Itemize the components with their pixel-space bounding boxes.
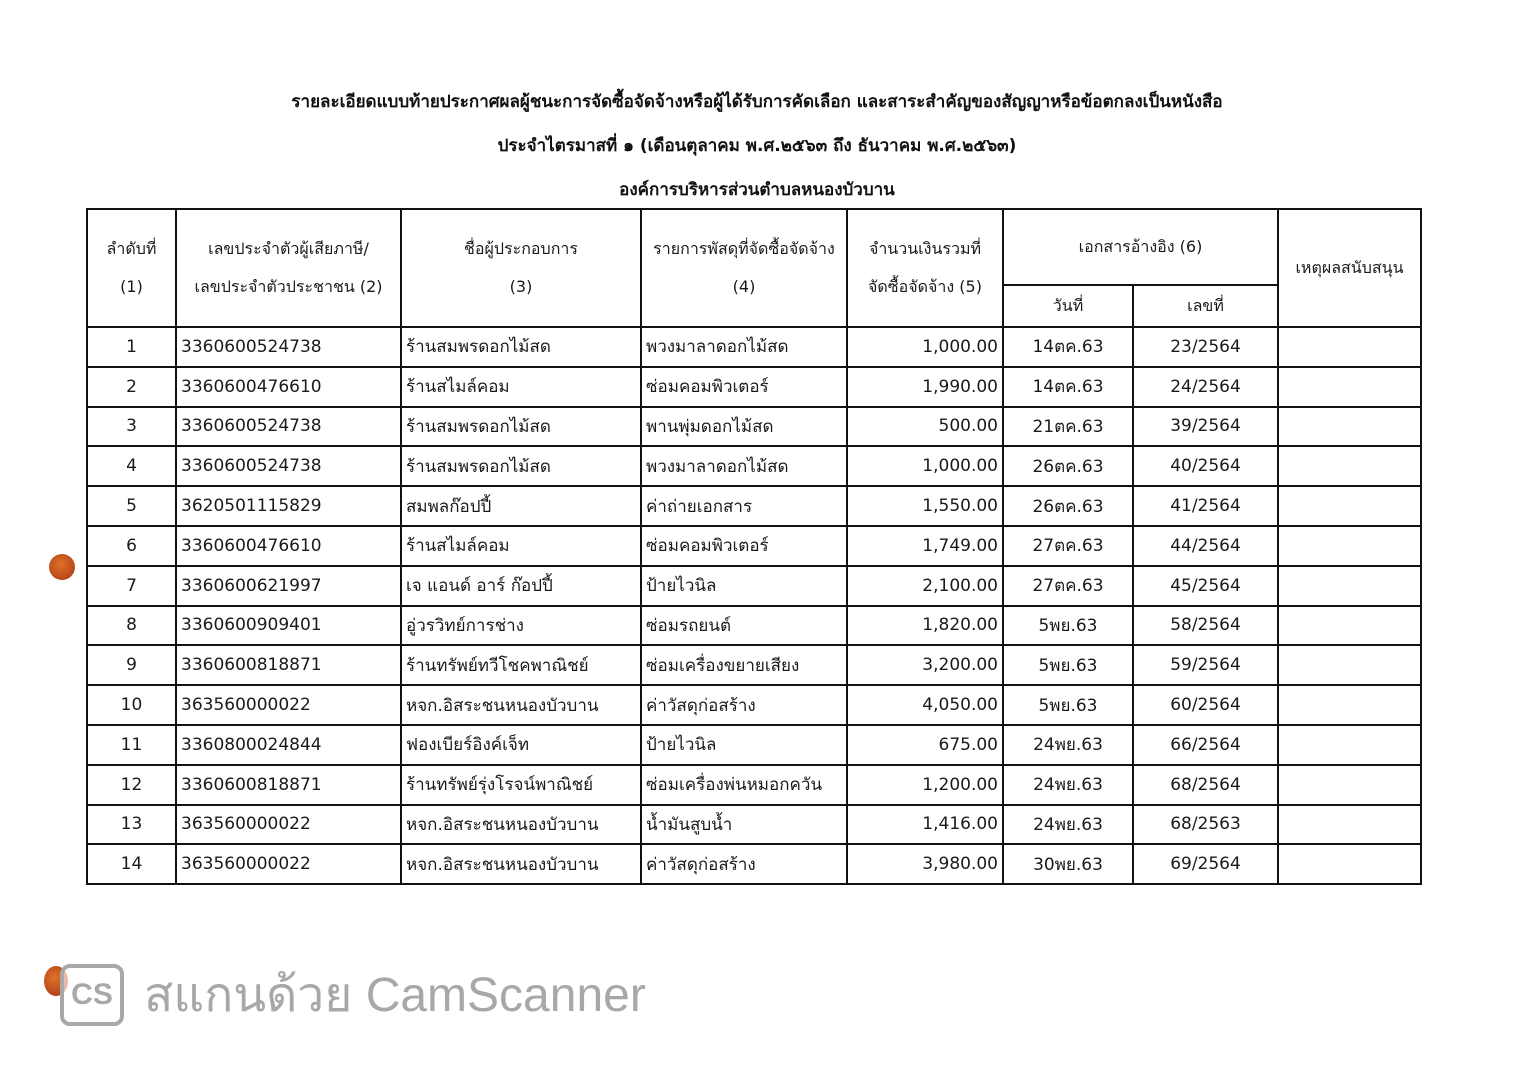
cell-amount: 1,550.00 xyxy=(847,486,1003,526)
cell-item: ค่าถ่ายเอกสาร xyxy=(641,486,847,526)
cell-vendor: ร้านทรัพย์ทวีโชคพาณิชย์ xyxy=(401,645,641,685)
cell-item: ซ่อมคอมพิวเตอร์ xyxy=(641,367,847,407)
cell-item: พวงมาลาดอกไม้สด xyxy=(641,446,847,486)
cell-vendor: หจก.อิสระชนหนองบัวบาน xyxy=(401,685,641,725)
cell-vendor: ร้านสมพรดอกไม้สด xyxy=(401,446,641,486)
cell-number: 39/2564 xyxy=(1133,407,1278,447)
cell-reason xyxy=(1278,844,1421,884)
cell-amount: 1,200.00 xyxy=(847,765,1003,805)
cell-taxid: 3360600524738 xyxy=(176,407,401,447)
cell-number: 59/2564 xyxy=(1133,645,1278,685)
cell-vendor: สมพลก๊อปปี้ xyxy=(401,486,641,526)
cell-taxid: 3620501115829 xyxy=(176,486,401,526)
cell-item: ป้ายไวนิล xyxy=(641,566,847,606)
col-header-refdoc: เอกสารอ้างอิง (6) xyxy=(1003,209,1278,285)
camscanner-logo-icon: CS xyxy=(60,964,124,1026)
cell-taxid: 3360600818871 xyxy=(176,645,401,685)
cell-seq: 1 xyxy=(87,327,176,367)
procurement-table xyxy=(86,208,1422,885)
cell-number: 23/2564 xyxy=(1133,327,1278,367)
col-header-vendor: ชื่อผู้ประกอบการ (3) xyxy=(401,209,641,327)
cell-date: 26ตค.63 xyxy=(1003,486,1133,526)
cell-amount: 1,416.00 xyxy=(847,805,1003,845)
watermark-text: สแกนด้วย CamScanner xyxy=(144,969,646,1022)
cell-seq: 11 xyxy=(87,725,176,765)
cell-amount: 675.00 xyxy=(847,725,1003,765)
col-header-date: วันที่ xyxy=(1003,285,1133,327)
cell-amount: 1,749.00 xyxy=(847,526,1003,566)
cell-amount: 500.00 xyxy=(847,407,1003,447)
col-header-seq: ลำดับที่ (1) xyxy=(87,209,176,327)
cell-date: 24พย.63 xyxy=(1003,765,1133,805)
cell-amount: 1,990.00 xyxy=(847,367,1003,407)
cell-date: 21ตค.63 xyxy=(1003,407,1133,447)
cell-reason xyxy=(1278,566,1421,606)
table-row xyxy=(87,765,1421,805)
col-header-amount: จำนวนเงินรวมที่ จัดซื้อจัดจ้าง (5) xyxy=(847,209,1003,327)
cell-amount: 1,820.00 xyxy=(847,606,1003,646)
cell-item: พวงมาลาดอกไม้สด xyxy=(641,327,847,367)
cell-vendor: เจ แอนด์ อาร์ ก๊อปปี้ xyxy=(401,566,641,606)
cell-number: 58/2564 xyxy=(1133,606,1278,646)
cell-number: 68/2563 xyxy=(1133,805,1278,845)
cell-reason xyxy=(1278,407,1421,447)
cell-vendor: ร้านสมพรดอกไม้สด xyxy=(401,407,641,447)
camscanner-watermark xyxy=(60,962,646,1028)
cell-vendor: ร้านทรัพย์รุ่งโรจน์พาณิชย์ xyxy=(401,765,641,805)
cell-date: 14ตค.63 xyxy=(1003,367,1133,407)
col-header-taxid: เลขประจำตัวผู้เสียภาษี/ เลขประจำตัวประชาชน (2) xyxy=(176,209,401,327)
cell-date: 30พย.63 xyxy=(1003,844,1133,884)
cell-date: 5พย.63 xyxy=(1003,685,1133,725)
table-row xyxy=(87,446,1421,486)
table-row xyxy=(87,327,1421,367)
cell-date: 5พย.63 xyxy=(1003,606,1133,646)
cell-item: ซ่อมเครื่องพ่นหมอกควัน xyxy=(641,765,847,805)
cell-date: 27ตค.63 xyxy=(1003,526,1133,566)
cell-seq: 13 xyxy=(87,805,176,845)
cell-taxid: 3360600621997 xyxy=(176,566,401,606)
cell-taxid: 3360600818871 xyxy=(176,765,401,805)
cell-amount: 1,000.00 xyxy=(847,327,1003,367)
cell-taxid: 3360600524738 xyxy=(176,446,401,486)
cell-item: ค่าวัสดุก่อสร้าง xyxy=(641,844,847,884)
cell-number: 68/2564 xyxy=(1133,765,1278,805)
cell-date: 24พย.63 xyxy=(1003,805,1133,845)
table-row xyxy=(87,526,1421,566)
cell-item: ป้ายไวนิล xyxy=(641,725,847,765)
table-row xyxy=(87,725,1421,765)
cell-seq: 5 xyxy=(87,486,176,526)
cell-reason xyxy=(1278,526,1421,566)
cell-item: ซ่อมคอมพิวเตอร์ xyxy=(641,526,847,566)
cell-vendor: อู่วรวิทย์การช่าง xyxy=(401,606,641,646)
cell-reason xyxy=(1278,685,1421,725)
punch-hole xyxy=(49,554,75,580)
cell-number: 24/2564 xyxy=(1133,367,1278,407)
cell-reason xyxy=(1278,645,1421,685)
col-header-reason: เหตุผลสนับสนุน xyxy=(1278,209,1421,327)
cell-date: 26ตค.63 xyxy=(1003,446,1133,486)
cell-item: พานพุ่มดอกไม้สด xyxy=(641,407,847,447)
cell-taxid: 3360600476610 xyxy=(176,367,401,407)
cell-date: 27ตค.63 xyxy=(1003,566,1133,606)
cell-amount: 3,980.00 xyxy=(847,844,1003,884)
cell-taxid: 3360600909401 xyxy=(176,606,401,646)
cell-item: ค่าวัสดุก่อสร้าง xyxy=(641,685,847,725)
cell-taxid: 363560000022 xyxy=(176,685,401,725)
cell-item: น้ำมันสูบน้ำ xyxy=(641,805,847,845)
cell-number: 44/2564 xyxy=(1133,526,1278,566)
cell-reason xyxy=(1278,486,1421,526)
cell-taxid: 3360600476610 xyxy=(176,526,401,566)
table-row xyxy=(87,486,1421,526)
cell-reason xyxy=(1278,805,1421,845)
cell-date: 24พย.63 xyxy=(1003,725,1133,765)
cell-taxid: 363560000022 xyxy=(176,805,401,845)
cell-reason xyxy=(1278,725,1421,765)
cell-date: 5พย.63 xyxy=(1003,645,1133,685)
cell-taxid: 3360800024844 xyxy=(176,725,401,765)
cell-number: 66/2564 xyxy=(1133,725,1278,765)
table-row xyxy=(87,805,1421,845)
cell-number: 60/2564 xyxy=(1133,685,1278,725)
cell-reason xyxy=(1278,446,1421,486)
cell-taxid: 3360600524738 xyxy=(176,327,401,367)
document-period: ประจำไตรมาสที่ ๑ (เดือนตุลาคม พ.ศ.๒๕๖๓ ถึง ธันวาคม พ.ศ.๒๕๖๓) xyxy=(497,136,1017,156)
cell-vendor: ร้านสไมล์คอม xyxy=(401,526,641,566)
cell-number: 41/2564 xyxy=(1133,486,1278,526)
cell-seq: 2 xyxy=(87,367,176,407)
table-row xyxy=(87,844,1421,884)
cell-seq: 3 xyxy=(87,407,176,447)
cell-number: 40/2564 xyxy=(1133,446,1278,486)
col-header-item: รายการพัสดุที่จัดซื้อจัดจ้าง (4) xyxy=(641,209,847,327)
cell-reason xyxy=(1278,765,1421,805)
cell-seq: 14 xyxy=(87,844,176,884)
table-row xyxy=(87,407,1421,447)
cell-vendor: หจก.อิสระชนหนองบัวบาน xyxy=(401,805,641,845)
cell-item: ซ่อมเครื่องขยายเสียง xyxy=(641,645,847,685)
cell-vendor: ร้านสไมล์คอม xyxy=(401,367,641,407)
col-header-number: เลขที่ xyxy=(1133,285,1278,327)
cell-number: 45/2564 xyxy=(1133,566,1278,606)
table-row xyxy=(87,645,1421,685)
table-row xyxy=(87,606,1421,646)
cell-number: 69/2564 xyxy=(1133,844,1278,884)
cell-amount: 4,050.00 xyxy=(847,685,1003,725)
table-row xyxy=(87,685,1421,725)
cell-vendor: ร้านสมพรดอกไม้สด xyxy=(401,327,641,367)
cell-reason xyxy=(1278,327,1421,367)
table-row xyxy=(87,566,1421,606)
cell-reason xyxy=(1278,367,1421,407)
cell-seq: 10 xyxy=(87,685,176,725)
cell-taxid: 363560000022 xyxy=(176,844,401,884)
cell-date: 14ตค.63 xyxy=(1003,327,1133,367)
document-title: รายละเอียดแบบท้ายประกาศผลผู้ชนะการจัดซื้อจัดจ้างหรือผู้ได้รับการคัดเลือก และสาระสำคัญของสัญญาหรือข้อตกลงเป็นหนังสือ xyxy=(291,92,1223,112)
cell-vendor: ฟองเบียร์อิงค์เจ็ท xyxy=(401,725,641,765)
cell-seq: 6 xyxy=(87,526,176,566)
cell-seq: 8 xyxy=(87,606,176,646)
cell-amount: 1,000.00 xyxy=(847,446,1003,486)
cell-item: ซ่อมรถยนต์ xyxy=(641,606,847,646)
table-row xyxy=(87,367,1421,407)
cell-reason xyxy=(1278,606,1421,646)
document-organization: องค์การบริหารส่วนตำบลหนองบัวบาน xyxy=(619,180,895,200)
cell-amount: 2,100.00 xyxy=(847,566,1003,606)
cell-vendor: หจก.อิสระชนหนองบัวบาน xyxy=(401,844,641,884)
cell-seq: 12 xyxy=(87,765,176,805)
cell-seq: 4 xyxy=(87,446,176,486)
cell-seq: 7 xyxy=(87,566,176,606)
cell-seq: 9 xyxy=(87,645,176,685)
cell-amount: 3,200.00 xyxy=(847,645,1003,685)
